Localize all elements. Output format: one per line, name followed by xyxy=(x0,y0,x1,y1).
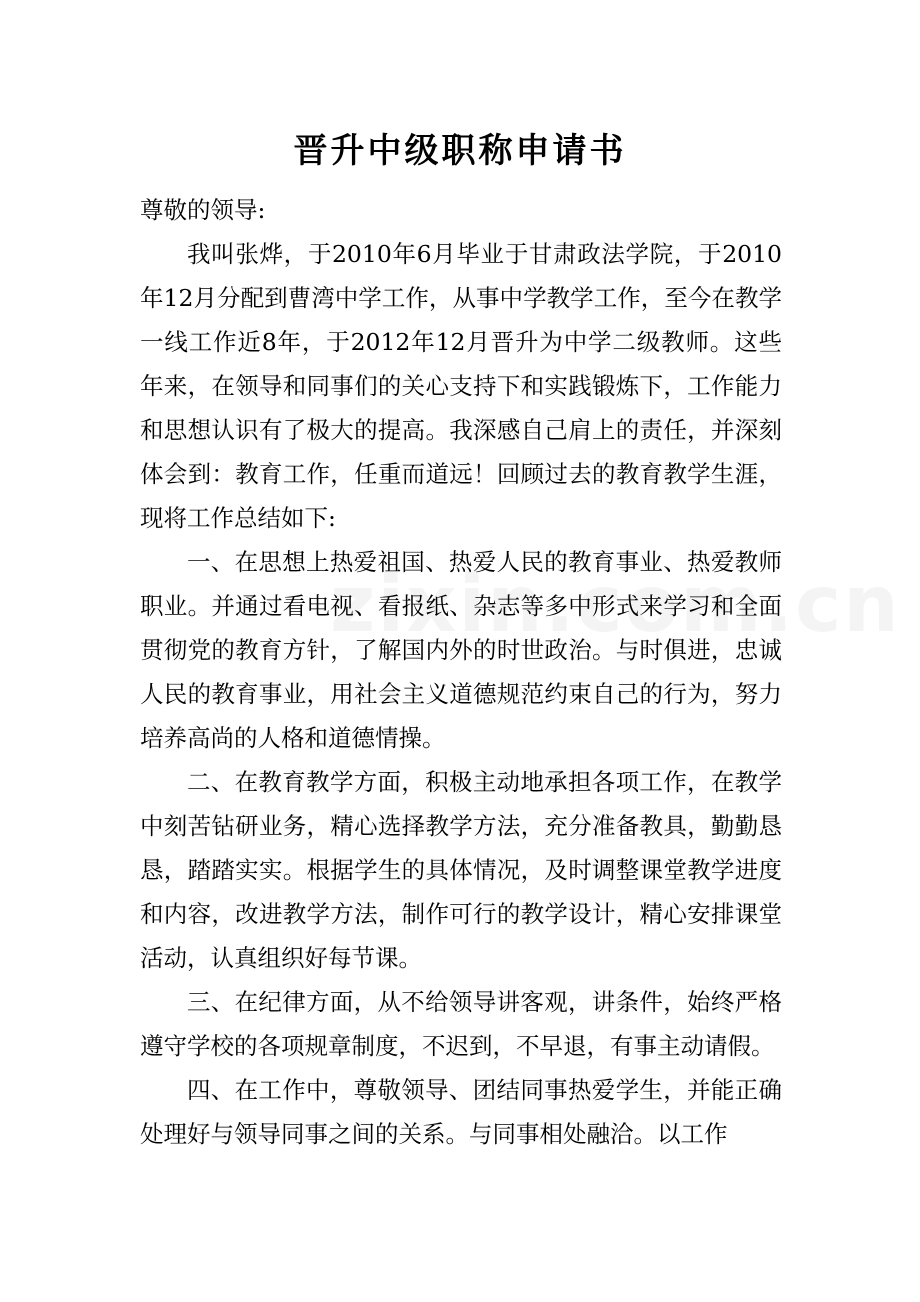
paragraph-work: 四、在工作中，尊敬领导、团结同事热爱学生，并能正确处理好与领导同事之间的关系。与同事相处融洽。以工作 xyxy=(140,1076,782,1148)
paragraph-teaching: 二、在教育教学方面，积极主动地承担各项工作，在教学中刻苦钻研业务，精心选择教学方法，充分准备教具，勤勤恳恳，踏踏实实。根据学生的具体情况，及时调整课堂教学进度和内容，改进教学方法，制作可行的教学设计，精心安排课堂活动，认真组织好每节课。 xyxy=(140,768,782,972)
paragraph-discipline: 三、在纪律方面，从不给领导讲客观，讲条件，始终严格遵守学校的各项规章制度，不迟到，不早退，有事主动请假。 xyxy=(140,988,782,1060)
salutation: 尊敬的领导: xyxy=(140,196,266,224)
paragraph-intro: 我叫张烨，于2010年6月毕业于甘肃政法学院，于2010年12月分配到曹湾中学工作，从事中学教学工作，至今在教学一线工作近8年，于2012年12月晋升为中学二级教师。这些年来，在领导和同事们的关心支持下和实践锻炼下，工作能力和思想认识有了极大的提高。我深感自己肩上的责任，并深刻体会到：教育工作，任重而道远！回顾过去的教育教学生涯，现将工作总结如下: xyxy=(140,240,782,532)
document-body xyxy=(140,188,782,1156)
paragraph-ideology: 一、在思想上热爱祖国、热爱人民的教育事业、热爱教师职业。并通过看电视、看报纸、杂志等多中形式来学习和全面贯彻党的教育方针，了解国内外的时世政治。与时俱进，忠诚人民的教育事业，用社会主义道德规范约束自己的行为，努力培养高尚的人格和道德情操。 xyxy=(140,548,782,752)
document-title: 晋升中级职称申请书 xyxy=(293,131,627,171)
